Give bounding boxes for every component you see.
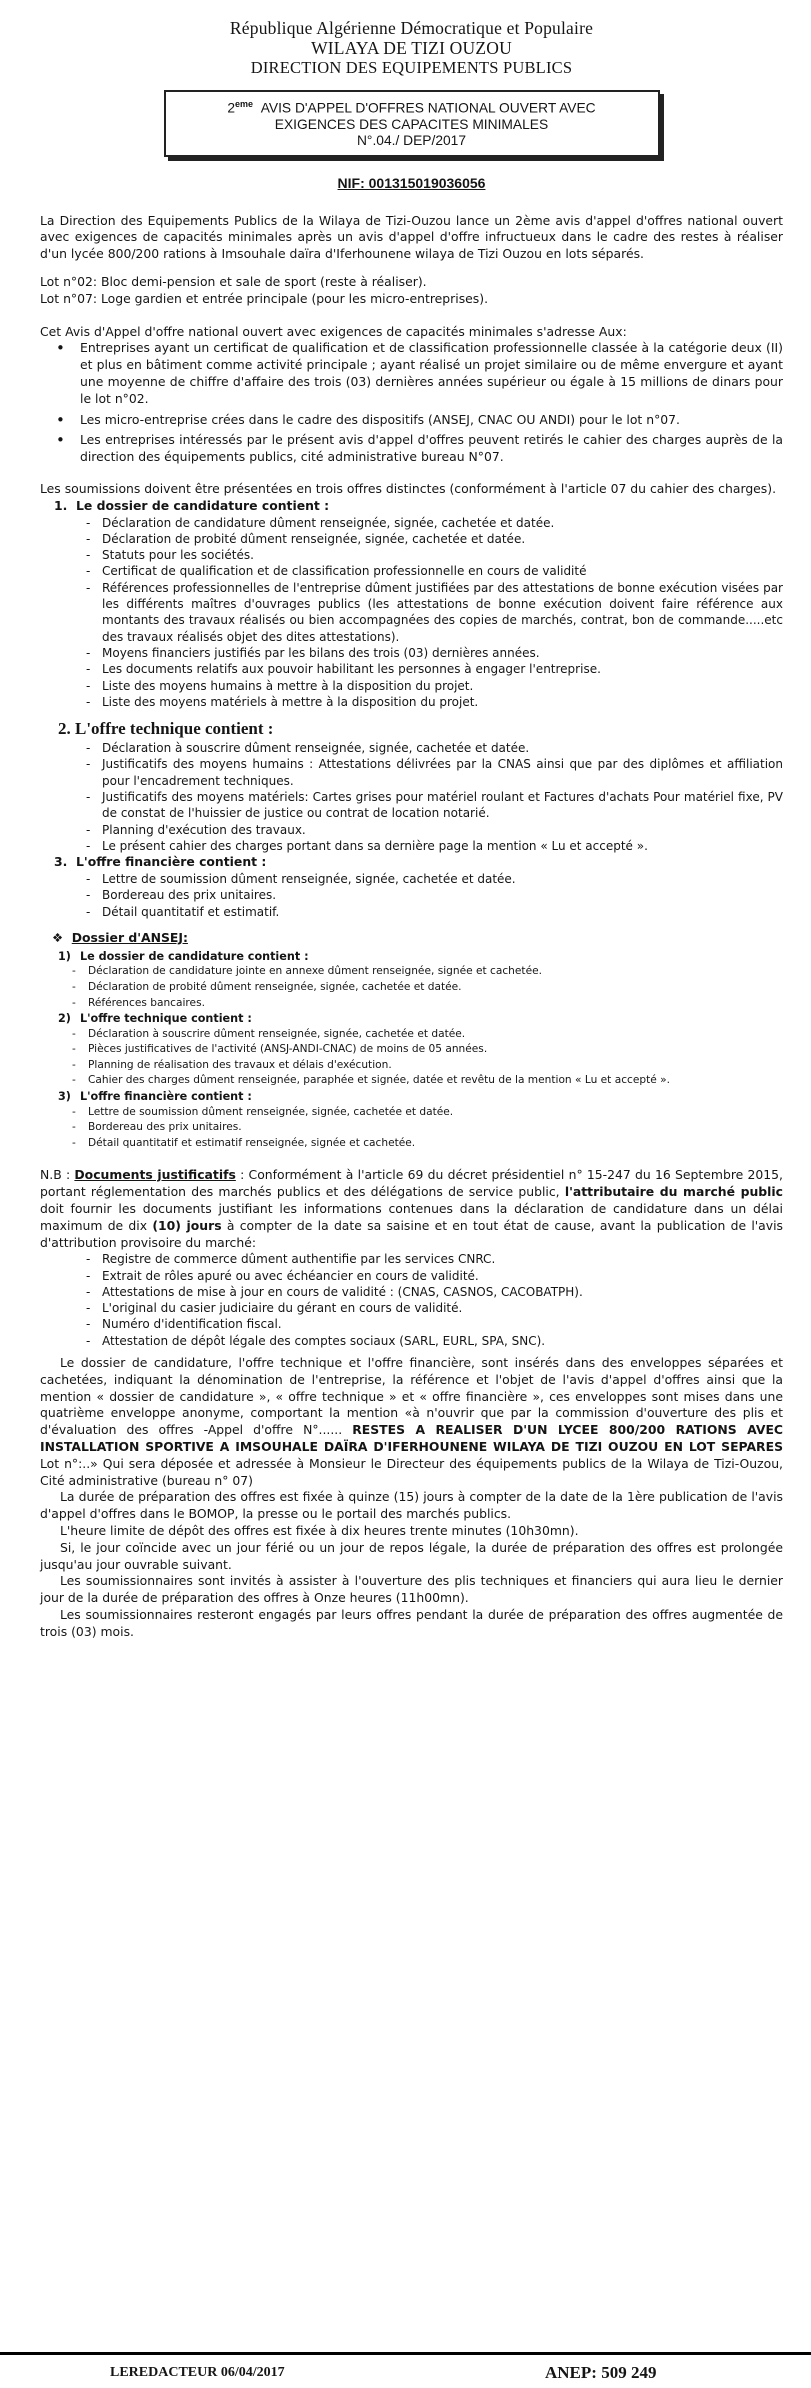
footer-editor: LEREDACTEUR 06/04/2017 [110,2365,285,2380]
ansej-sub-3-title: L'offre financière contient : [80,1090,252,1104]
list-item: - Lettre de soumission dûment renseignée, signée, cachetée et datée. [88,1105,783,1121]
section-1-title: Le dossier de candidature contient : [76,497,330,513]
section-2-heading [40,718,783,740]
ansej-sub-2-list [40,1027,783,1089]
list-item: - Le présent cahier des charges portant dans sa dernière page la mention « Lu et accepté ». [102,838,783,854]
ansej-sub-1-title: Le dossier de candidature contient : [80,949,309,963]
list-item: - Liste des moyens humains à mettre à la disposition du projet. [102,678,783,694]
list-item: - Détail quantitatif et estimatif. [102,904,783,920]
list-item: - Registre de commerce dûment authentifie par les services CNRC. [102,1251,783,1267]
duree-paragraph: La durée de préparation des offres est fixée à quinze (15) jours à compter de la date de la 1ère publication de l'avis d'appel d'offres dans le BOMOP, la presse ou le portail des marchés publics. [40,1489,783,1522]
nif-number: NIF: 001315019036056 [337,174,486,191]
ansej-sub-1-heading [40,949,783,965]
section-2-list [40,740,783,854]
list-item: - Bordereau des prix unitaires. [88,1120,783,1136]
nb-heading: Documents justificatifs [74,1167,236,1183]
nb-text-3: à compter de la date sa saisine et en tout état de cause, avant la publication de l'avis d'attribution provisoire du marché: [40,1217,783,1250]
list-item: - Pièces justificatives de l'activité (ANSJ-ANDI-CNAC) de moins de 05 années. [88,1042,783,1058]
nb-text-1: : Conformément à l'article 69 du décret présidentiel n° 15-247 du 16 Septembre 2015, portant réglementation des marchés publics et des délégations de service public, [40,1167,783,1200]
list-item: - Attestations de mise à jour en cours de validité : (CNAS, CASNOS, CACOBATPH). [102,1284,783,1300]
ansej-sub-2-number: 2) [58,1012,71,1026]
wilaya-line: WILAYA DE TIZI OUZOU [311,38,512,58]
list-item: - Les documents relatifs aux pouvoir habilitant les personnes à engager l'entreprise. [102,661,783,677]
nb-label: N.B : [40,1167,75,1183]
soumissions-paragraph: Les soumissions doivent être présentées en trois offres distinctes (conformément à l'article 07 du cahier des charges). [40,480,777,496]
list-item: - Justificatifs des moyens humains : Attestations délivrées par la CNAS ainsi que par des diplômes et affiliation pour l'encadrement techniques. [102,756,783,789]
list-item: - Planning de réalisation des travaux et délais d'exécution. [88,1058,783,1074]
nb-text-2: doit fournir les documents justifiant les informations contenues dans la déclaration de candidature dans un délai maximum de dix [40,1200,783,1233]
dossier-text-1: Le dossier de candidature, l'offre technique et l'offre financière, sont insérés dans des enveloppes séparées et cachetées, indiquant la dénomination de l'entreprise, la référence et l'objet de l'avis d'appel d'offres ainsi que la mention « dossier de candidature », « offre technique » et « offre financière », ces enveloppes sont mises dans une quatrième enveloppe anonyme, comportant la mention «à n'ouvrir que par la commission d'ouverture des plis et d'évaluation des offres -Appel d'offre N°...... [40,1355,783,1438]
section-1-heading [40,498,783,515]
ansej-sub-3-heading [40,1089,783,1105]
lot-07-line: Lot n°07: Loge gardien et entrée principale (pour les micro-entreprises). [40,290,489,306]
list-item: - Planning d'exécution des travaux. [102,822,783,838]
ansej-sub-3-list [40,1105,783,1152]
list-item: - Références professionnelles de l'entreprise dûment justifiées par des attestations de bonne exécution visées par les différents maîtres d'ouvrages publics (les attestations de bonne exécution doivent faire référence aux montants des travaux réalisés ou bien accompagnées des copies de marchés, contrat, bon de commande.....etc des travaux réalisés objet des dites attestations). [102,580,783,645]
list-item: - Déclaration de probité dûment renseignée, signée, cachetée et datée. [88,980,783,996]
section-3-title: L'offre financière contient : [76,854,267,870]
nb-bold-1: l'attributaire du marché public [564,1184,784,1200]
section-2-title: L'offre technique contient : [75,719,274,739]
republic-line: République Algérienne Démocratique et Populaire [229,18,594,38]
section-3-heading [40,854,783,871]
section-1-list [40,515,783,711]
title-number: 2 [227,100,236,116]
eligibility-item: • Les micro-entreprise crées dans le cadre des dispositifs (ANSEJ, CNAC OU ANDI) pour le lot n°07. [80,412,783,429]
list-item: - L'original du casier judiciaire du gérant en cours de validité. [102,1300,783,1316]
intro-paragraph: La Direction des Equipements Publics de la Wilaya de Tizi-Ouzou lance un 2ème avis d'appel d'offres national ouvert avec exigences de capacités minimales après un avis d'appel d'offre infructueux dans le cadre des restes à réaliser d'un lycée 800/200 rations à Imsouhale daïra d'Iferhounene wilaya de Tizi Ouzou en lots séparés. [40,212,783,262]
ansej-section [40,949,783,1151]
title-line-2: EXIGENCES DES CAPACITES MINIMALES [274,116,549,132]
ferie-paragraph: Si, le jour coïncide avec un jour férié ou un jour de repos légale, la durée de préparation des offres est prolongée jusqu'au jour ouvrable suivant. [40,1539,783,1572]
nb-bold-2: (10) jours [152,1217,222,1233]
title-text-1: AVIS D'APPEL D'OFFRES NATIONAL OUVERT AVEC [260,100,596,116]
ansej-sub-1-list [40,964,783,1011]
list-item: - Numéro d'identification fiscal. [102,1316,783,1332]
nb-paragraph [40,1167,783,1251]
section-3-number: 3. [54,854,68,870]
list-item: - Bordereau des prix unitaires. [102,887,783,903]
dossier-bold: RESTES A REALISER D'UN LYCEE 800/200 RATIONS AVEC INSTALLATION SPORTIVE A IMSOUHALE DAÏRA D'IFERHOUNENE WILAYA DE TIZI OUZOU EN LOT SEPARES [40,1422,783,1455]
footer-anep: ANEP: 509 249 [545,2363,657,2382]
nb-documents-list [40,1251,783,1349]
section-1-number: 1. [54,497,68,513]
heure-paragraph: L'heure limite de dépôt des offres est fixée à dix heures trente minutes (10h30mn). [60,1523,579,1539]
engage-paragraph: Les soumissionnaires resteront engagés par leurs offres pendant la durée de préparation des offres augmentée de trois (03) mois. [40,1607,783,1639]
list-item: - Détail quantitatif et estimatif renseignée, signée et cachetée. [88,1136,783,1152]
title-box [164,90,660,157]
diamond-bullet-icon: ❖ [52,929,64,945]
list-item: - Attestation de dépôt légale des comptes sociaux (SARL, EURL, SPA, SNC). [102,1333,783,1349]
title-line-3: N°.04./ DEP/2017 [356,132,467,148]
list-item: - Déclaration de probité dûment renseignée, signée, cachetée et datée. [102,531,783,547]
ansej-title: Dossier d'ANSEJ: [71,929,188,945]
invite-paragraph: Les soumissionnaires sont invités à assister à l'ouverture des plis techniques et financiers qui aura lieu le dernier jour de la durée de préparation des offres à Onze heures (11h00mn). [40,1573,783,1606]
eligibility-item: • Les entreprises intéressés par le présent avis d'appel d'offres peuvent retirés le cahier des charges auprès de la direction des équipements publics, cité administrative bureau N°07. [80,432,783,466]
direction-line: DIRECTION DES EQUIPEMENTS PUBLICS [250,58,573,77]
list-item: - Justificatifs des moyens matériels: Cartes grises pour matériel roulant et Factures d'achats Pour matériel fixe, PV de constat de l'huissier de justice ou contrat de location notarié. [102,789,783,822]
list-item: - Moyens financiers justifiés par les bilans des trois (03) dernières années. [102,645,783,661]
footer-bar [0,2352,811,2388]
list-item: - Extrait de rôles apuré ou avec échéancier en cours de validité. [102,1268,783,1284]
ansej-heading [40,930,783,945]
ansej-sub-2-title: L'offre technique contient : [80,1012,252,1026]
list-item: - Déclaration à souscrire dûment renseignée, signée, cachetée et datée. [102,740,783,756]
eligibility-item: • Entreprises ayant un certificat de qualification et de classification professionnelle classée à la catégorie deux (II) et plus en bâtiment comme activité principale ; ayant réalisé un projet similaire ou de même envergure et ayant une moyenne de chiffre d'affaire des trois (03) dernières années supérieur ou égale à 15 millions de dinars pour le lot n°02. [80,340,783,407]
title-line-1 [172,96,652,117]
title-superscript: eme [235,99,254,109]
list-item: - Cahier des charges dûment renseignée, paraphée et signée, datée et revêtu de la mention « Lu et accepté ». [88,1073,783,1089]
ansej-sub-1-number: 1) [58,949,71,963]
list-item: - Déclaration de candidature dûment renseignée, signée, cachetée et datée. [102,515,783,531]
dossier-paragraph [40,1355,783,1489]
letterhead [40,18,783,78]
section-2-number: 2. [58,719,71,739]
dossier-text-2: Lot n°:..» Qui sera déposée et adressée à Monsieur le Directeur des équipements publics de la Wilaya de Tizi-Ouzou, Cité administrative (bureau n° 07) [40,1455,783,1488]
list-item: - Références bancaires. [88,996,783,1012]
list-item: - Déclaration à souscrire dûment renseignée, signée, cachetée et datée. [88,1027,783,1043]
list-item: - Certificat de qualification et de classification professionnelle en cours de validité [102,563,783,579]
list-item: - Lettre de soumission dûment renseignée, signée, cachetée et datée. [102,871,783,887]
eligibility-list [40,340,783,466]
ansej-sub-3-number: 3) [58,1090,71,1104]
list-item: - Statuts pour les sociétés. [102,547,783,563]
list-item: - Liste des moyens matériels à mettre à la disposition du projet. [102,694,783,710]
list-item: - Déclaration de candidature jointe en annexe dûment renseignée, signée et cachetée. [88,964,783,980]
section-3-list [40,871,783,920]
lot-02-line: Lot n°02: Bloc demi-pension et sale de sport (reste à réaliser). [40,273,427,289]
address-intro: Cet Avis d'Appel d'offre national ouvert avec exigences de capacités minimales s'adresse Aux: [40,323,627,339]
ansej-sub-2-heading [40,1011,783,1027]
